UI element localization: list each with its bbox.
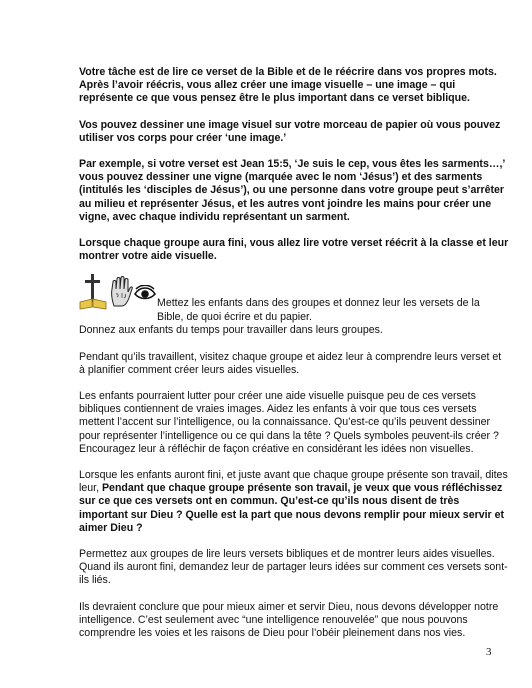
visit-paragraph: Pendant qu’ils travaillent, visitez chaque groupe et aidez leur à comprendre leurs verset et à planifier comment créer leurs aides visuelles.	[79, 350, 502, 376]
group-instruction: Mettez les enfants dans des groupes et donnez leur les versets de la Bible, de quoi écrire et du papier.	[157, 297, 480, 323]
finish-question: Pendant que chaque groupe présente son travail, je veux que vous réfléchissez sur ce que ces versets ont en commun. Qu’est-ce qu’ils nous disent de très important sur Dieu ? Quelle est la part que nous devons remplir pour mieux servir et aimer Dieu ?	[79, 482, 505, 534]
conclusion-paragraph: Ils devraient conclure que pour mieux aimer et servir Dieu, nous devons développer notre intelligence. C’est seulement avec “une intelligence renouvelée” que nous pouvons comprendre les voies et les raisons de Dieu pour l’obéir pleinement dans nos vies.	[79, 600, 499, 640]
finish-intro: Lorsque les enfants auront fini, et juste avant que chaque groupe présente son travail, dites leur,	[79, 469, 508, 495]
finish-paragraph	[79, 469, 509, 535]
time-paragraph: Donnez aux enfants du temps pour travailler dans leurs groupes.	[79, 324, 383, 337]
drawing-paragraph: Vos pouvez dessiner une image visuel sur votre morceau de papier où vous pouvez utiliser vos corps pour créer ‘une image.’	[79, 118, 501, 144]
share-paragraph: Permettez aux groupes de lire leurs versets bibliques et de montrer leurs aides visuelles. Quand ils auront fini, demandez leur de partager leurs idées sur comment ces versets sont-ils liés.	[79, 548, 508, 587]
example-paragraph: Par exemple, si votre verset est Jean 15:5, ‘Je suis le cep, vous êtes les sarments…,’ vous pouvez dessiner une vigne (marquée avec le nom ‘Jésus’) et des sarments (intitulés les ‘disciples de Jésus’), ou une personne dans votre groupe peut s’arrêter au milieu et représenter Jésus, et les autres vont joindre les mains pour créer une vigne, avec chaque individu représentant un sarment.	[79, 158, 505, 223]
document-body	[79, 66, 509, 653]
cross-bible-icon	[79, 274, 107, 310]
page-number: 3	[486, 646, 492, 658]
eye-icon	[134, 285, 156, 301]
task-paragraph: Votre tâche est de lire ce verset de la Bible et de le réécrire dans vos propres mots. Après l’avoir réécris, vous allez créer une image visuelle – une image – qui représente ce que vous pensez être le plus important dans ce verset biblique.	[79, 66, 497, 105]
presentation-paragraph: Lorsque chaque groupe aura fini, vous allez lire votre verset réécrit à la classe et leur montrer votre aide visuelle.	[79, 237, 509, 263]
instruction-row	[79, 274, 509, 323]
struggle-paragraph: Les enfants pourraient lutter pour créer une aide visuelle puisque peu de ces versets bibliques contiennent de vraies images. Aidez les enfants à voir que tous ces versets mettent l’accent sur l’intelligence, ou la connaissance. Qu’est-ce qu’ils peuvent dessiner pour représenter l’intelligence ou ce qui dans la tête ? Quels symboles peuvent-ils créer ? Encouragez leur à réfléchir de façon créative en considérant les idées non visuelles.	[79, 390, 499, 455]
hand-icon	[109, 276, 133, 308]
